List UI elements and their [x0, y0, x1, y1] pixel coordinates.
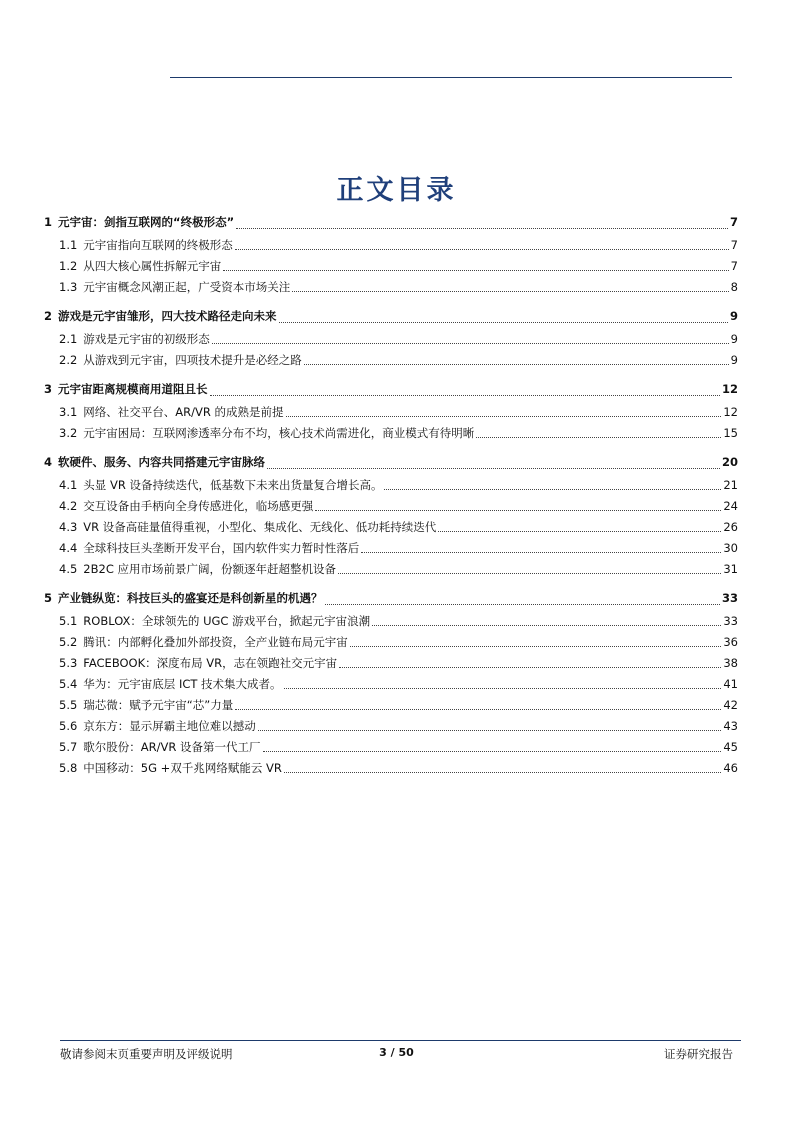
header-rule — [170, 77, 732, 78]
toc-subsection-entry[interactable] — [44, 611, 738, 632]
toc-subsection-entry[interactable] — [44, 350, 738, 371]
toc-dot-leader — [263, 751, 722, 752]
toc-entry-number: 5.1 — [59, 614, 78, 628]
toc-subsection-entry[interactable] — [44, 695, 738, 716]
toc-entry-number: 2.1 — [59, 332, 78, 346]
toc-entry-page: 8 — [730, 280, 738, 294]
toc-dot-leader — [372, 625, 721, 626]
toc-dot-leader — [212, 343, 729, 344]
toc-dot-leader — [284, 772, 722, 773]
toc-entry-number: 4.2 — [59, 499, 78, 513]
toc-entry-number: 2 — [44, 309, 53, 323]
toc-subsection-entry[interactable] — [44, 256, 738, 277]
toc-dot-leader — [384, 489, 721, 490]
toc-entry-title: 从四大核心属性拆解元宇宙 — [83, 259, 222, 273]
toc-subsection-entry[interactable] — [44, 737, 738, 758]
toc-subsection-entry[interactable] — [44, 538, 738, 559]
toc-entry-number: 5 — [44, 591, 53, 605]
toc-dot-leader — [361, 552, 721, 553]
toc-entry-title: 歌尔股份：AR/VR 设备第一代工厂 — [83, 740, 261, 754]
footer-rule — [60, 1040, 741, 1041]
toc-entry-title: VR 设备高硅量值得重视，小型化、集成化、无线化、低功耗持续迭代 — [83, 520, 437, 534]
toc-chapter-entry[interactable] — [44, 586, 738, 611]
toc-entry-title: 网络、社交平台、AR/VR 的成熟是前提 — [83, 405, 284, 419]
toc-subsection-entry[interactable] — [44, 758, 738, 779]
page-title: 正文目录 — [336, 175, 457, 206]
toc-entry-title: 腾讯：内部孵化叠加外部投资，全产业链布局元宇宙 — [83, 635, 348, 649]
toc-dot-leader — [236, 228, 728, 229]
toc-section — [44, 304, 738, 371]
toc-entry-title: 交互设备由手柄向全身传感进化，临场感更强 — [83, 499, 314, 513]
toc-entry-title: ROBLOX：全球领先的 UGC 游戏平台，掀起元宇宙浪潮 — [83, 614, 371, 628]
toc-entry-title: 元宇宙：剑指互联网的“终极形态” — [58, 215, 235, 229]
toc-section — [44, 377, 738, 444]
toc-chapter-entry[interactable] — [44, 210, 738, 235]
footer-disclaimer: 敬请参阅末页重要声明及评级说明 — [60, 1047, 233, 1061]
toc-entry-number: 3.2 — [59, 426, 78, 440]
toc-entry-number: 5.5 — [59, 698, 78, 712]
toc-dot-leader — [258, 730, 722, 731]
toc-dot-leader — [284, 688, 722, 689]
toc-entry-title: 游戏是元宇宙雏形，四大技术路径走向未来 — [58, 309, 277, 323]
toc-entry-number: 5.4 — [59, 677, 78, 691]
toc-entry-page: 12 — [721, 382, 738, 396]
toc-entry-number: 4.4 — [59, 541, 78, 555]
toc-dot-leader — [304, 364, 729, 365]
toc-entry-title: 元宇宙概念风潮正起，广受资本市场关注 — [83, 280, 291, 294]
toc-entry-number: 1.3 — [59, 280, 78, 294]
toc-entry-number: 4.3 — [59, 520, 78, 534]
toc-entry-page: 36 — [723, 635, 738, 649]
toc-entry-title: 头显 VR 设备持续迭代，低基数下未来出货量复合增长高。 — [83, 478, 383, 492]
toc-subsection-entry[interactable] — [44, 475, 738, 496]
toc-entry-page: 46 — [723, 761, 738, 775]
toc-entry-number: 3 — [44, 382, 53, 396]
toc-subsection-entry[interactable] — [44, 277, 738, 298]
toc-entry-title: 京东方：显示屏霸主地位难以撼动 — [83, 719, 256, 733]
toc-entry-page: 15 — [723, 426, 738, 440]
toc-entry-number: 4.5 — [59, 562, 78, 576]
toc-entry-title: 游戏是元宇宙的初级形态 — [83, 332, 210, 346]
toc-entry-number: 5.3 — [59, 656, 78, 670]
toc-dot-leader — [476, 437, 721, 438]
toc-entry-title: 软硬件、服务、内容共同搭建元宇宙脉络 — [58, 455, 266, 469]
toc-subsection-entry[interactable] — [44, 329, 738, 350]
toc-subsection-entry[interactable] — [44, 559, 738, 580]
toc-subsection-entry[interactable] — [44, 402, 738, 423]
toc-entry-title: 元宇宙距离规模商用道阻且长 — [58, 382, 208, 396]
table-of-contents — [44, 210, 738, 779]
toc-subsection-entry[interactable] — [44, 632, 738, 653]
toc-entry-title: 中国移动：5G +双千兆网络赋能云 VR — [83, 761, 282, 775]
toc-entry-number: 5.6 — [59, 719, 78, 733]
toc-entry-number: 5.2 — [59, 635, 78, 649]
footer-report-type: 证券研究报告 — [664, 1047, 733, 1061]
toc-entry-page: 21 — [723, 478, 738, 492]
toc-dot-leader — [235, 249, 729, 250]
toc-subsection-entry[interactable] — [44, 716, 738, 737]
toc-entry-page: 12 — [723, 405, 738, 419]
toc-dot-leader — [223, 270, 728, 271]
toc-entry-title: 产业链纵览：科技巨头的盛宴还是科创新星的机遇？ — [58, 591, 323, 605]
toc-entry-number: 1.2 — [59, 259, 78, 273]
toc-entry-number: 1.1 — [59, 238, 78, 252]
toc-dot-leader — [350, 646, 722, 647]
toc-entry-title: 华为：元宇宙底层 ICT 技术集大成者。 — [83, 677, 282, 691]
toc-entry-title: 元宇宙指向互联网的终极形态 — [83, 238, 233, 252]
toc-entry-number: 5.8 — [59, 761, 78, 775]
toc-entry-number: 1 — [44, 215, 53, 229]
toc-dot-leader — [210, 395, 720, 396]
toc-entry-page: 26 — [723, 520, 738, 534]
toc-chapter-entry[interactable] — [44, 377, 738, 402]
toc-entry-page: 7 — [730, 259, 738, 273]
toc-subsection-entry[interactable] — [44, 517, 738, 538]
toc-entry-title: 2B2C 应用市场前景广阔，份额逐年赶超整机设备 — [83, 562, 337, 576]
toc-entry-page: 24 — [723, 499, 738, 513]
toc-entry-number: 4.1 — [59, 478, 78, 492]
toc-entry-page: 9 — [730, 353, 738, 367]
toc-entry-page: 9 — [729, 309, 738, 323]
toc-subsection-entry[interactable] — [44, 674, 738, 695]
toc-subsection-entry[interactable] — [44, 496, 738, 517]
toc-entry-title: 从游戏到元宇宙，四项技术提升是必经之路 — [83, 353, 302, 367]
toc-entry-page: 41 — [723, 677, 738, 691]
toc-entry-page: 9 — [730, 332, 738, 346]
toc-entry-page: 33 — [721, 591, 738, 605]
toc-dot-leader — [338, 573, 721, 574]
toc-chapter-entry[interactable] — [44, 304, 738, 329]
page-indicator: 3 / 50 — [379, 1046, 414, 1059]
toc-dot-leader — [279, 322, 728, 323]
toc-subsection-entry[interactable] — [44, 653, 738, 674]
toc-dot-leader — [325, 604, 720, 605]
toc-entry-title: FACEBOOK：深度布局 VR，志在领跑社交元宇宙 — [83, 656, 338, 670]
toc-entry-page: 20 — [721, 455, 738, 469]
toc-section — [44, 450, 738, 580]
toc-entry-page: 7 — [730, 238, 738, 252]
toc-entry-page: 42 — [723, 698, 738, 712]
toc-entry-page: 43 — [723, 719, 738, 733]
toc-entry-number: 2.2 — [59, 353, 78, 367]
toc-entry-page: 38 — [723, 656, 738, 670]
toc-entry-number: 4 — [44, 455, 53, 469]
toc-entry-page: 7 — [729, 215, 738, 229]
toc-dot-leader — [267, 468, 720, 469]
toc-entry-title: 全球科技巨头垄断开发平台，国内软件实力暂时性落后 — [83, 541, 360, 555]
toc-dot-leader — [438, 531, 721, 532]
toc-entry-page: 30 — [723, 541, 738, 555]
toc-dot-leader — [292, 291, 728, 292]
toc-entry-title: 瑞芯微：赋予元宇宙“芯”力量 — [83, 698, 234, 712]
toc-subsection-entry[interactable] — [44, 423, 738, 444]
toc-dot-leader — [339, 667, 721, 668]
toc-entry-page: 45 — [723, 740, 738, 754]
toc-dot-leader — [235, 709, 721, 710]
toc-section — [44, 586, 738, 779]
toc-entry-number: 5.7 — [59, 740, 78, 754]
toc-entry-page: 31 — [723, 562, 738, 576]
toc-entry-number: 3.1 — [59, 405, 78, 419]
toc-section — [44, 210, 738, 298]
toc-dot-leader — [315, 510, 721, 511]
toc-entry-title: 元宇宙困局：互联网渗透率分布不均，核心技术尚需进化，商业模式有待明晰 — [83, 426, 475, 440]
toc-entry-page: 33 — [723, 614, 738, 628]
toc-subsection-entry[interactable] — [44, 235, 738, 256]
toc-dot-leader — [286, 416, 722, 417]
toc-chapter-entry[interactable] — [44, 450, 738, 475]
